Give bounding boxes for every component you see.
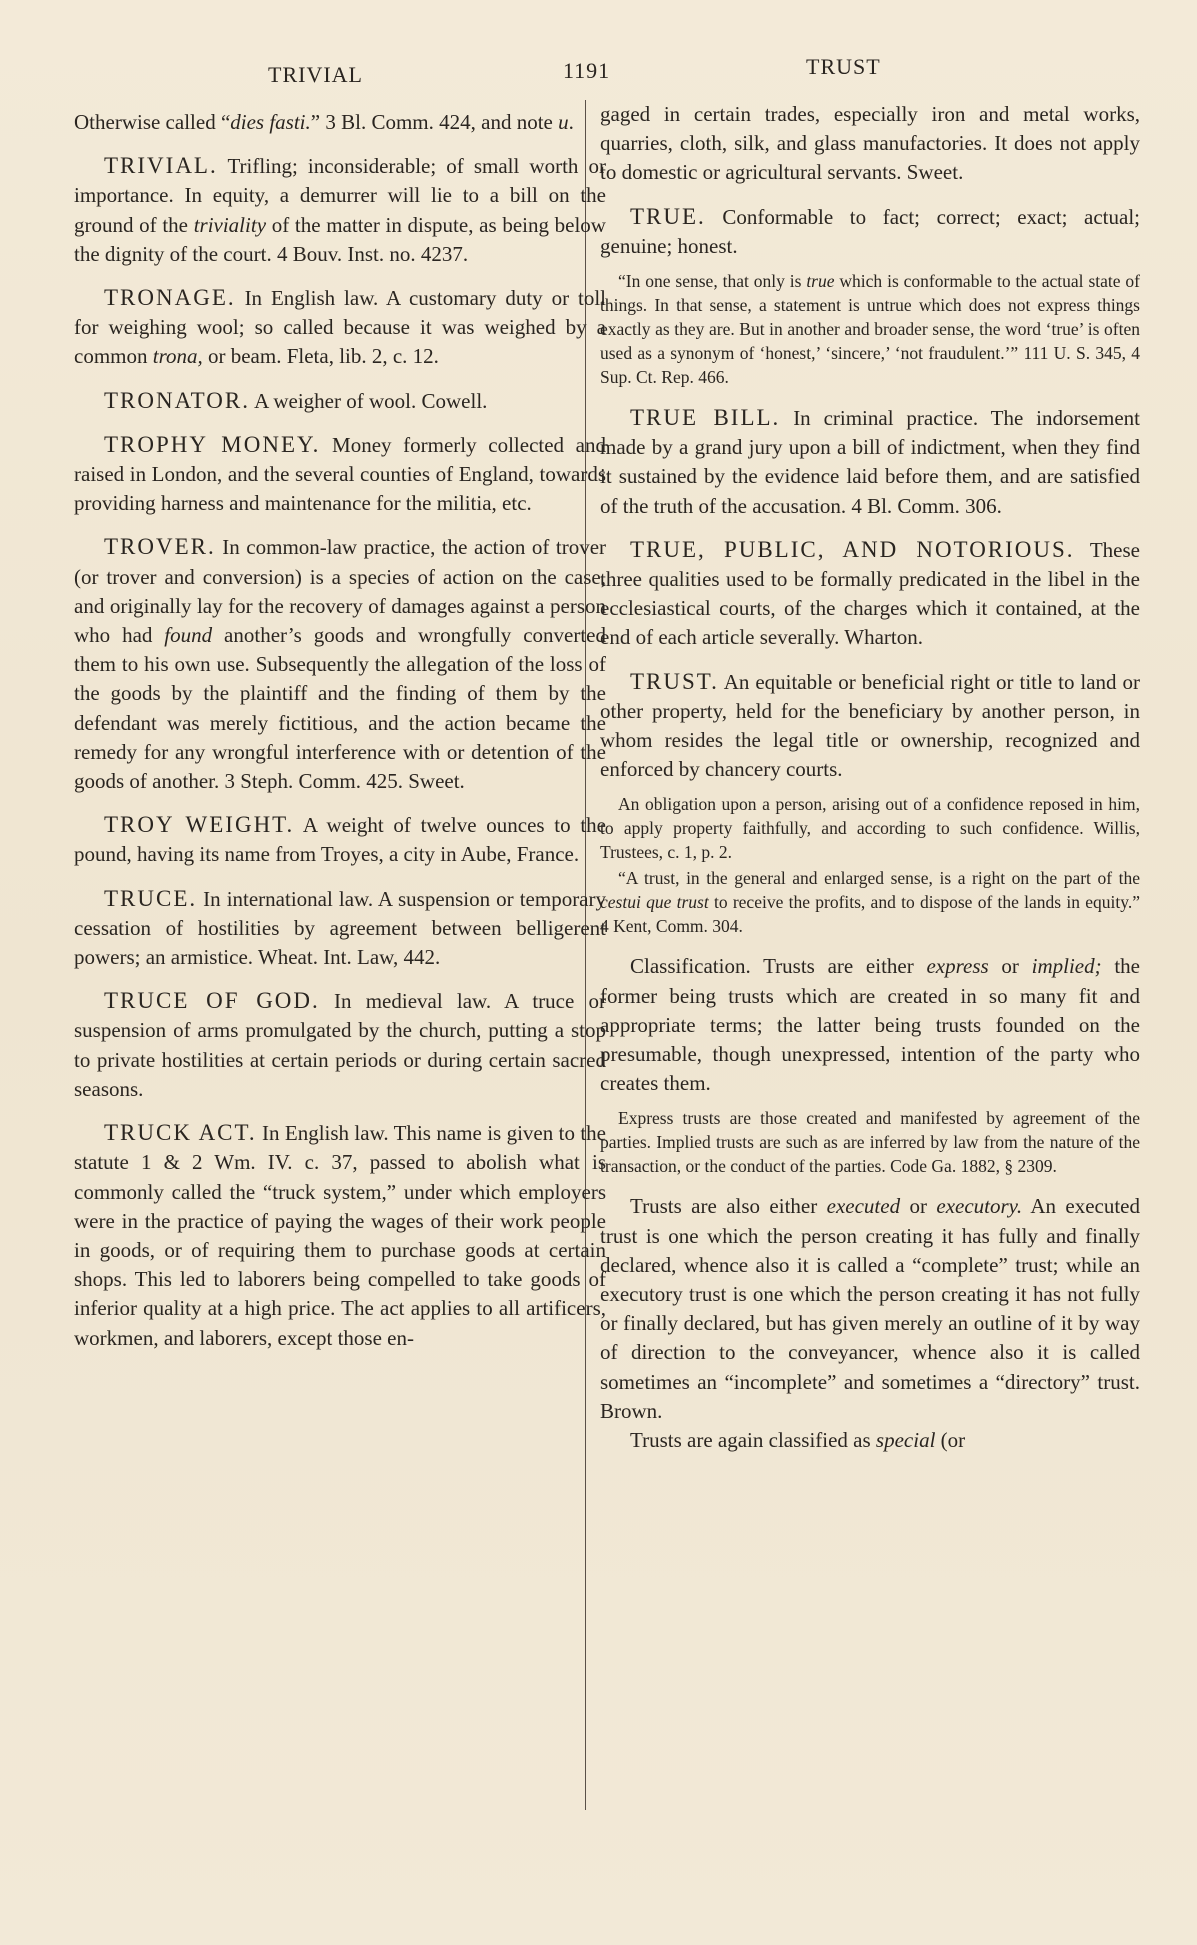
header-left-guide-word: TRIVIAL (268, 62, 363, 87)
definition-text: the former being trusts which are created in so many fit and appropriate terms; the latter being trusts founded on the presumable, though unexpressed, intention of the party who creates them. (600, 954, 1140, 1096)
definition-text: An equitable or beneficial right or title to land or other property, held for the beneficiary by another person, in whom resides the legal title or ownership, recognized and enforced by chancery courts. (600, 669, 1141, 782)
definition-text: another’s goods and wrongfully converted them to his own use. Subsequently the allegation of the loss of the goods by the plaintiff and the finding of them by the defendant was merely fictitious, and the action became the remedy for any wrongful interference with or detention of the goods of another. 3 Steph. Comm. 425. Sweet. (74, 623, 606, 794)
text: . (568, 110, 574, 134)
italic-text: u (558, 110, 569, 134)
definition-text: An executed trust is one which the person creating it has fully and finally declared, whence also it is called a “complete” trust; while an executory trust is one which the person creating it has not fully or finally declared, but has given merely an outline of it by way of direction to the conveyancer, whence also it is called sometimes an “incomplete” and sometimes a “directory” trust. Brown. (600, 1194, 1140, 1423)
definition-text: Conformable to fact; correct; exact; actual; genuine; honest. (600, 204, 1140, 258)
definition-text: Trusts are again classified as (630, 1428, 876, 1453)
entry-trivial (74, 151, 606, 269)
right-column (600, 100, 1140, 1455)
definition-text: A weigher of wool. Cowell. (254, 388, 488, 413)
definition-text: Money formerly collected and raised in London, and the several counties of England, towards providing harness and maintenance for the militia, etc. (74, 432, 607, 516)
entry-true-bill (600, 403, 1140, 521)
entry-true-public-notorious (600, 535, 1140, 653)
quote-text: which is conformable to the actual state of things. In that sense, a statement is untrue which does not express things exactly as they are. But in another and broader sense, the word ‘true’ is often used as a synonym of ‘honest,’ ‘sincere,’ ‘not fraudulent.’” 111 U. S. 345, 4 Sup. Ct. Rep. 466. (600, 271, 1140, 388)
italic-text: true (806, 271, 835, 292)
entry-term: TRUE, PUBLIC, AND NOTORIOUS. (630, 536, 1075, 562)
definition-text: In criminal practice. The indorsement made by a grand jury upon a bill of indictment, when they find it sustained by the evidence laid before them, and are satisfied of the truth of the accusation. 4 Bl. Comm. 306. (600, 406, 1140, 518)
entry-truce (74, 884, 606, 973)
italic-text: executed (826, 1194, 901, 1219)
definition-text: A weight of twelve ounces to the pound, having its name from Troyes, a city in Aube, France. (74, 813, 606, 867)
running-header (0, 54, 1197, 98)
entry-term: TRUCK ACT. (104, 1120, 257, 1146)
italic-text: found (164, 623, 213, 648)
entry-term: TROPHY MONEY. (104, 431, 321, 457)
italic-text: express (926, 954, 989, 979)
definition-text: In common-law practice, the action of trover (or trover and conversion) is a species of action on the case, and originally lay for the recovery of damages against a person who had (74, 535, 607, 648)
entry-term: TRUE BILL. (630, 405, 781, 431)
quotation (600, 866, 1140, 938)
entry-troy-weight (74, 810, 606, 869)
definition-text: These three qualities used to be formally predicated in the libel in the ecclesiastical courts, of the charges which it contained, at the end of each article severally. Wharton. (600, 537, 1140, 650)
entry-term: TRUCE OF GOD. (104, 988, 320, 1014)
definition-text: or (900, 1194, 937, 1219)
entry-term: TRUST. (630, 668, 719, 694)
definition-text: In international law. A suspension or temporary cessation of hostilities by agreement between belligerent powers; an armistice. Wheat. Int. Law, 442. (74, 886, 606, 970)
text: Otherwise called “ (74, 110, 231, 134)
header-right-guide-word: TRUST (806, 54, 881, 79)
entry-continuation: gaged in certain trades, especially iron and metal works, quarries, cloth, silk, and glass manufactories. It does not apply to domestic or agricultural servants. Sweet. (600, 102, 1140, 185)
quotation: Express trusts are those created and manifested by agreement of the parties. Implied trusts are such as are inferred by law from the nature of the transaction, or the conduct of the parties. Code Ga. 1882, § 2309. (600, 1108, 1140, 1177)
italic-text: cestui que trust (600, 892, 709, 913)
definition-text: Trifling; inconsiderable; of small worth or importance. In equity, a demurrer will lie to a bill on the ground of the (74, 154, 606, 237)
text: ” 3 Bl. Comm. 424, and note (310, 110, 559, 134)
italic-text: triviality (193, 212, 267, 237)
entry-term: TROY WEIGHT. (104, 812, 295, 838)
entry-truce-of-god (74, 986, 606, 1104)
definition-text: Trusts are also either (630, 1194, 827, 1219)
definition-text: or beam. Fleta, lib. 2, c. 12. (202, 344, 439, 369)
entry-trover (74, 532, 606, 796)
quote-text: “In one sense, that only is (618, 271, 807, 292)
page-number: 1191 (563, 58, 611, 83)
entry-continuation (74, 108, 606, 137)
entry-term: TROVER. (104, 534, 216, 560)
paragraph-special (600, 1426, 1140, 1455)
quote-text: to receive the profits, and to dispose of the lands in equity.” 4 Kent, Comm. 304. (600, 892, 1140, 937)
entry-trust (600, 667, 1140, 785)
left-column (74, 108, 606, 1353)
entry-term: TRIVIAL. (104, 153, 218, 179)
entry-term: TRONATOR. (104, 387, 251, 413)
entry-truck-act (74, 1118, 606, 1353)
paragraph-classification (600, 952, 1140, 1098)
entry-trophy-money (74, 430, 606, 519)
entry-true (600, 202, 1140, 261)
quotation: An obligation upon a person, arising out of a confidence reposed in him, to apply property faithfully, and according to such confidence. Willis, Trustees, c. 1, p. 2. (600, 794, 1140, 863)
entry-term: TRUE. (630, 203, 706, 229)
definition-text: Classification. Trusts are either (630, 954, 927, 979)
italic-text: dies fasti. (230, 110, 311, 134)
quote-text: “A trust, in the general and enlarged sense, is a right on the part of the (618, 868, 1140, 889)
paragraph-executed-executory (600, 1192, 1140, 1426)
italic-text: executory. (936, 1194, 1023, 1219)
entry-term: TRUCE. (104, 885, 198, 911)
italic-text: special (875, 1428, 936, 1453)
definition-text: In English law. This name is given to the statute 1 & 2 Wm. IV. c. 37, passed to abolish what is commonly called the “truck system,” under which employers were in the practice of paying the wages of their work people in goods, or of requiring them to purchase goods at certain shops. This led to laborers being compelled to take goods of inferior quality at a high price. The act applies to all artificers, workmen, and laborers, except those en- (74, 1121, 607, 1350)
definition-text: In English law. A customary duty or toll for weighing wool; so called because it was weighed by a common (74, 286, 606, 369)
quotation (600, 269, 1140, 389)
entry-tronator (74, 386, 606, 416)
definition-text: (or (935, 1428, 966, 1453)
definition-text: or (988, 954, 1032, 979)
definition-text: of the matter in dispute, as being below the dignity of the court. 4 Bouv. Inst. no. 4237. (74, 212, 606, 266)
italic-text: implied; (1031, 954, 1102, 979)
italic-text: trona, (152, 344, 203, 369)
entry-term: TRONAGE. (104, 285, 236, 311)
definition-text: In medieval law. A truce or suspension of arms promulgated by the church, putting a stop to private hostilities at certain periods or during certain sacred seasons. (74, 989, 607, 1101)
entry-tronage (74, 283, 606, 372)
